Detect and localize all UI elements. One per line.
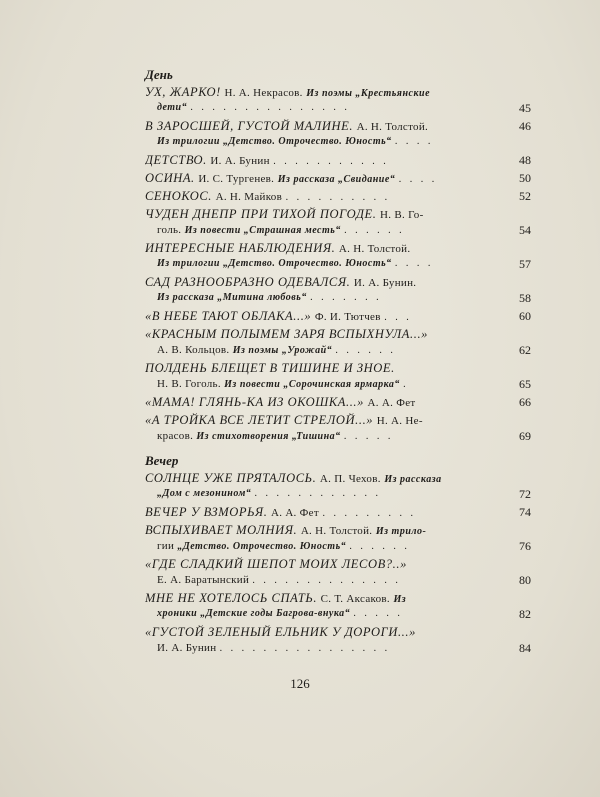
entry-page-number: 80: [519, 573, 531, 587]
entry-line: [145, 428, 493, 444]
dot-leader: . . . . . .: [335, 345, 396, 356]
entry-page-number: 76: [519, 539, 531, 553]
entry-author: И. А. Бунин.: [353, 277, 417, 289]
dot-leader: . . . .: [398, 174, 438, 185]
entry-page-number: 46: [519, 119, 531, 133]
dot-leader: . . . . . . . . . . . . . .: [252, 575, 401, 586]
entry-author: Н. В. Гоголь.: [157, 378, 221, 390]
toc-entry: [145, 188, 531, 204]
entry-line: [145, 360, 493, 376]
section-heading: Вечер: [145, 453, 179, 468]
entry-line: [145, 170, 493, 186]
entry-title: «А ТРОЙКА ВСЕ ЛЕТИТ СТРЕЛОЙ...»: [145, 413, 374, 427]
dot-leader: . . . . .: [343, 431, 394, 442]
toc-entry: [145, 274, 531, 306]
dot-leader: . . . . . . . . . . . .: [254, 488, 382, 499]
entry-title: САД РАЗНООБРАЗНО ОДЕВАЛСЯ.: [145, 275, 351, 289]
entry-page-number: 72: [519, 487, 531, 501]
toc-entry: [145, 326, 531, 358]
entry-line: [145, 188, 493, 204]
entry-source: Из рассказа: [384, 474, 442, 485]
entry-line: [145, 572, 493, 588]
entry-source: Из: [393, 594, 407, 605]
entry-title: В ЗАРОСШЕЙ, ГУСТОЙ МАЛИНЕ.: [145, 119, 354, 133]
dot-leader: . . . . . . . . . . . . . . . .: [219, 643, 391, 654]
dot-leader: .: [403, 379, 409, 390]
entry-source: хроники „Детские годы Багрова-внука“: [157, 608, 351, 619]
entry-author: А. Н. Толстой.: [338, 243, 411, 255]
entry-line: [145, 504, 493, 520]
toc-entry: [145, 206, 531, 238]
entry-line: [145, 538, 493, 554]
entry-source: Из повести „Страшная месть“: [184, 225, 341, 236]
entry-author: А. Н. Толстой.: [300, 525, 373, 537]
toc-entry: [145, 240, 531, 272]
entry-line: [145, 394, 493, 410]
entry-author: Ф. И. Тютчев: [314, 311, 381, 323]
toc-entry: [145, 84, 531, 116]
entry-page-number: 58: [519, 291, 531, 305]
dot-leader: . . . . .: [353, 608, 403, 619]
toc-entry: [145, 624, 531, 656]
entry-title: СОЛНЦЕ УЖЕ ПРЯТАЛОСЬ.: [145, 471, 317, 485]
entry-page-number: 74: [519, 505, 531, 519]
entry-line: [145, 206, 493, 222]
dot-leader: . . . .: [394, 258, 434, 269]
entry-page-number: 66: [519, 395, 531, 409]
entry-page-number: 50: [519, 171, 531, 185]
entry-source: Из повести „Сорочинская ярмарка“: [224, 379, 400, 390]
dot-leader: . . . . . . . . . . . . . . .: [190, 102, 350, 113]
entry-line: [145, 412, 493, 428]
entry-line: [145, 100, 493, 116]
entry-title: ВЕЧЕР У ВЗМОРЬЯ.: [145, 505, 268, 519]
entry-title: «МАМА! ГЛЯНЬ-КА ИЗ ОКОШКА...»: [145, 395, 364, 409]
entry-page-number: 69: [519, 429, 531, 443]
entry-title: ДЕТСТВО.: [145, 153, 207, 167]
entry-line: [145, 624, 493, 640]
entry-line: [145, 470, 493, 486]
entry-line: [145, 152, 493, 168]
entry-author: И. А. Бунин: [157, 642, 217, 654]
entry-source: Из рассказа „Свидание“: [277, 174, 396, 185]
entry-source: Из поэмы „Урожай“: [232, 345, 333, 356]
entry-source: „Детство. Отрочество. Юность“: [177, 541, 347, 552]
section-heading: День: [145, 67, 173, 82]
entry-author: И. С. Тургенев.: [198, 173, 275, 185]
entry-source: Из поэмы „Крестьянские: [306, 88, 431, 99]
entry-line: [145, 606, 493, 622]
dot-leader: . . . . . . .: [310, 292, 382, 303]
entry-line: [145, 256, 493, 272]
entry-author: А. Н. Толстой.: [356, 121, 429, 133]
dot-leader: . . .: [384, 312, 412, 323]
entry-title: ВСПЫХИВАЕТ МОЛНИЯ.: [145, 523, 298, 537]
entry-page-number: 48: [519, 153, 531, 167]
entry-author: Е. А. Баратынский: [157, 574, 250, 586]
entry-line: [145, 222, 493, 238]
entry-title: «В НЕБЕ ТАЮТ ОБЛАКА...»: [145, 309, 312, 323]
entry-title: МНЕ НЕ ХОТЕЛОСЬ СПАТЬ.: [145, 591, 318, 605]
entry-author: Н. В. Го-: [380, 209, 424, 221]
entry-line: [145, 376, 493, 392]
entry-source: Из трилогии „Детство. Отрочество. Юность“: [157, 136, 392, 147]
dot-leader: . . . . . .: [349, 541, 410, 552]
entry-title: УХ, ЖАРКО!: [145, 85, 221, 99]
entry-title: ЧУДЕН ДНЕПР ПРИ ТИХОЙ ПОГОДЕ.: [145, 207, 377, 221]
entry-line: [145, 522, 493, 538]
dot-leader: . . . . . . . . . .: [285, 192, 391, 203]
entry-line: [145, 290, 493, 306]
entry-line: [145, 556, 493, 572]
entry-author: А. В. Кольцов.: [157, 344, 230, 356]
dot-leader: . . . . . . . . .: [322, 508, 416, 519]
entry-line: [145, 118, 493, 134]
entry-line: [145, 134, 493, 150]
entry-line: [145, 590, 493, 606]
entry-source: дети“: [157, 102, 188, 113]
page-number: 126: [290, 676, 310, 691]
toc-entry: [145, 152, 531, 168]
entry-page-number: 57: [519, 257, 531, 271]
entry-author: Н. А. Не-: [376, 415, 423, 427]
toc-entry: [145, 360, 531, 392]
toc-entry: [145, 522, 531, 554]
entry-page-number: 82: [519, 607, 531, 621]
entry-author: А. П. Чехов.: [319, 473, 381, 485]
entry-line: [145, 274, 493, 290]
entry-line: [145, 84, 493, 100]
dot-leader: . . . .: [394, 136, 434, 147]
entry-line: [145, 326, 493, 342]
dot-leader: . . . . . .: [344, 225, 405, 236]
toc-entry: [145, 118, 531, 150]
entry-author: гии: [157, 540, 175, 552]
entry-source: „Дом с мезонином“: [157, 488, 252, 499]
entry-source: Из трило-: [375, 526, 427, 537]
entry-page-number: 52: [519, 189, 531, 203]
entry-author: С. Т. Аксаков.: [320, 593, 390, 605]
entry-author: А. А. Фет: [367, 397, 416, 409]
entry-line: [145, 640, 493, 656]
dot-leader: . . . . . . . . . . .: [273, 156, 389, 167]
toc-entry: [145, 590, 531, 622]
entry-title: «ГДЕ СЛАДКИЙ ШЕПОТ МОИХ ЛЕСОВ?..»: [145, 557, 407, 571]
entry-author: А. Н. Майков: [215, 191, 283, 203]
entry-page-number: 84: [519, 641, 531, 655]
entry-title: СЕНОКОС.: [145, 189, 213, 203]
entry-title: ПОЛДЕНЬ БЛЕЩЕТ В ТИШИНЕ И ЗНОЕ.: [145, 361, 395, 375]
entry-page-number: 65: [519, 377, 531, 391]
toc-entry: [145, 556, 531, 588]
entry-source: Из трилогии „Детство. Отрочество. Юность“: [157, 258, 392, 269]
toc-entry: [145, 412, 531, 444]
table-of-contents: [145, 66, 531, 658]
entry-line: [145, 240, 493, 256]
toc-entry: [145, 394, 531, 410]
entry-author: Н. А. Некрасов.: [224, 87, 303, 99]
entry-page-number: 54: [519, 223, 531, 237]
entry-author: голь.: [157, 224, 182, 236]
toc-entry: [145, 504, 531, 520]
toc-entry: [145, 170, 531, 186]
entry-title: «ГУСТОЙ ЗЕЛЕНЫЙ ЕЛЬНИК У ДОРОГИ...»: [145, 625, 416, 639]
entry-page-number: 62: [519, 343, 531, 357]
entry-line: [145, 342, 493, 358]
entry-title: ИНТЕРЕСНЫЕ НАБЛЮДЕНИЯ.: [145, 241, 336, 255]
entry-page-number: 60: [519, 309, 531, 323]
toc-entry: [145, 470, 531, 502]
entry-title: «КРАСНЫМ ПОЛЫМЕМ ЗАРЯ ВСПЫХНУЛА...»: [145, 327, 429, 341]
entry-page-number: 45: [519, 101, 531, 115]
entry-author: А. А. Фет: [270, 507, 319, 519]
entry-source: Из стихотворения „Тишина“: [196, 431, 341, 442]
entry-source: Из рассказа „Митина любовь“: [157, 292, 307, 303]
entry-author: И. А. Бунин: [210, 155, 270, 167]
toc-entry: [145, 308, 531, 324]
entry-title: ОСИНА.: [145, 171, 195, 185]
entry-author: красов.: [157, 430, 194, 442]
entry-line: [145, 308, 493, 324]
entry-line: [145, 486, 493, 502]
